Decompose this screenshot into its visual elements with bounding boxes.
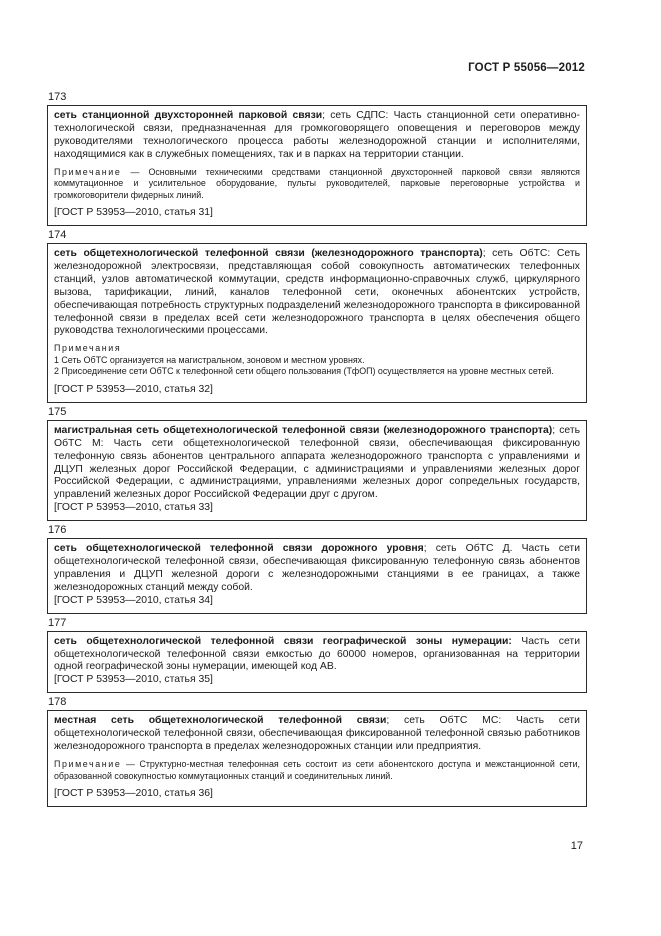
- term-entry-175: [47, 405, 587, 521]
- source-reference: [ГОСТ Р 53953—2010, статья 34]: [54, 594, 213, 606]
- note-item: 1 Сеть ОбТС организуется на магистральном, зоновом и местном уровнях.: [54, 354, 365, 365]
- definition-text: ; сеть ОбТС МС: Часть сети общетехнологической телефонной связи, обеспечивающая фиксированной телефонной связью работников железнодорожного транспорта в пределах железнодорожных станции или предприятия.: [54, 715, 580, 753]
- entry-definition: [54, 543, 580, 595]
- term-name: сеть общетехнологической телефонной связи (железнодорожного транспорта): [54, 248, 483, 260]
- term-entry-178: [47, 695, 587, 807]
- entry-number: 173: [48, 91, 67, 103]
- entry-box: [47, 710, 587, 807]
- term-entries: [47, 90, 587, 809]
- term-entry-177: [47, 616, 587, 694]
- source-reference: [ГОСТ Р 53953—2010, статья 36]: [54, 788, 213, 799]
- entry-box: [47, 420, 587, 521]
- entry-definition: [54, 248, 580, 338]
- definition-text: ; сеть ОбТС Д. Часть сети общетехнологической телефонной связи, обеспечивающая фиксированную телефонную связь абонентов управления и ДЦУП железной дороги с железнодорожными станциями в ее границах, а также железнодорожных станций между собой.: [54, 543, 580, 593]
- document-header: ГОСТ Р 55056—2012: [468, 62, 585, 74]
- definition-text: Часть сети общетехнологической телефонной связи емкостью до 60000 номеров, организованная на территории одной географической зоны нумерации, имеющей код АВ.: [54, 635, 580, 673]
- entry-definition: [54, 715, 580, 754]
- entry-notes: [54, 343, 580, 378]
- note-item: 2 Присоединение сети ОбТС к телефонной сети общего пользования (ТфОП) осуществляется на уровне местных сетей.: [54, 366, 554, 377]
- entry-box: [47, 631, 587, 694]
- note-text: — Основными техническими средствами станционной двухсторонней парковой связи являются коммутационное и усилительное оборудование, пульты руководителей, парковые переговорные устройства и громкоговорители фидерных линий.: [54, 166, 580, 200]
- entry-box: [47, 538, 587, 614]
- entry-definition: [54, 425, 580, 502]
- source-reference: [ГОСТ Р 53953—2010, статья 35]: [54, 674, 213, 686]
- term-entry-176: [47, 523, 587, 614]
- entry-box: [47, 105, 587, 226]
- definition-text: ; сеть ОбТС М: Часть сети общетехнологической телефонной связи, обеспечивающая фиксированную телефонную связь абонентов центрального аппарата железнодорожного транспорта с управлениями и ДЦУП железных дорог Российской Федерации, с администрациями и управлениями железных дорог Российской Федерации, с администрациями, управлениями железных дорог сопредельных государств, управлений железных дорог Российской Федерации друг с другом.: [54, 424, 580, 501]
- term-name: местная сеть общетехнологической телефонной связи: [54, 715, 387, 727]
- entry-number: 176: [48, 524, 67, 537]
- source-reference: [ГОСТ Р 53953—2010, статья 31]: [54, 207, 213, 219]
- entry-note: [54, 759, 580, 782]
- term-name: сеть общетехнологической телефонной связи географической зоны нумерации:: [54, 635, 512, 647]
- note-title: Примечание: [54, 166, 122, 177]
- entry-number: 174: [48, 229, 67, 242]
- term-entry-173: [47, 90, 587, 226]
- source-reference: [ГОСТ Р 53953—2010, статья 32]: [54, 383, 213, 395]
- term-name: магистральная сеть общетехнологической телефонной связи (железнодорожного транспорта): [54, 424, 553, 436]
- entry-note: [54, 167, 580, 202]
- definition-text: ; сеть ОбТС: Сеть железнодорожной электросвязи, представляющая собой совокупность автоматических телефонных станций, узлов автоматической коммутации, средств информационно-справочных служб, циркулярного вызова, тарификации, линий, каналов телефонной сети, оконечных абонентских устройств, обеспечивающая потребность структурных подразделений железнодорожного транспорта в фиксированной телефонной связи в пределах всей сети железнодорожного транспорта в целях обеспечения общего руководства технологическими процессами.: [54, 248, 580, 337]
- term-name: сеть общетехнологической телефонной связи дорожного уровня: [54, 543, 424, 555]
- entry-number: 177: [48, 616, 67, 629]
- term-name: сеть станционной двухсторонней парковой связи: [54, 110, 323, 121]
- page-number: 17: [570, 840, 583, 852]
- entry-definition: [54, 636, 580, 675]
- note-title: Примечание: [54, 759, 122, 769]
- source-reference: [ГОСТ Р 53953—2010, статья 33]: [54, 502, 213, 514]
- entry-number: 178: [48, 696, 67, 709]
- entry-box: [47, 243, 587, 403]
- notes-title: Примечания: [54, 343, 122, 354]
- term-entry-174: [47, 228, 587, 403]
- note-text: — Структурно-местная телефонная сеть состоит из сети абонентского доступа и межстанционной сети, образованной совокупностью коммутационных станций и соединительных линий.: [54, 759, 580, 781]
- definition-text: ; сеть СДПС: Часть станционной сети оперативно-технологической связи, предназначенная для громкоговорящего оповещения и переговоров между руководителями технологического процесса работы железнодорожной станции и исполнителями, находящимися как в служебных помещениях, так и в парках на территории станции.: [54, 110, 581, 160]
- entry-number: 175: [48, 405, 67, 418]
- entry-definition: [54, 110, 580, 162]
